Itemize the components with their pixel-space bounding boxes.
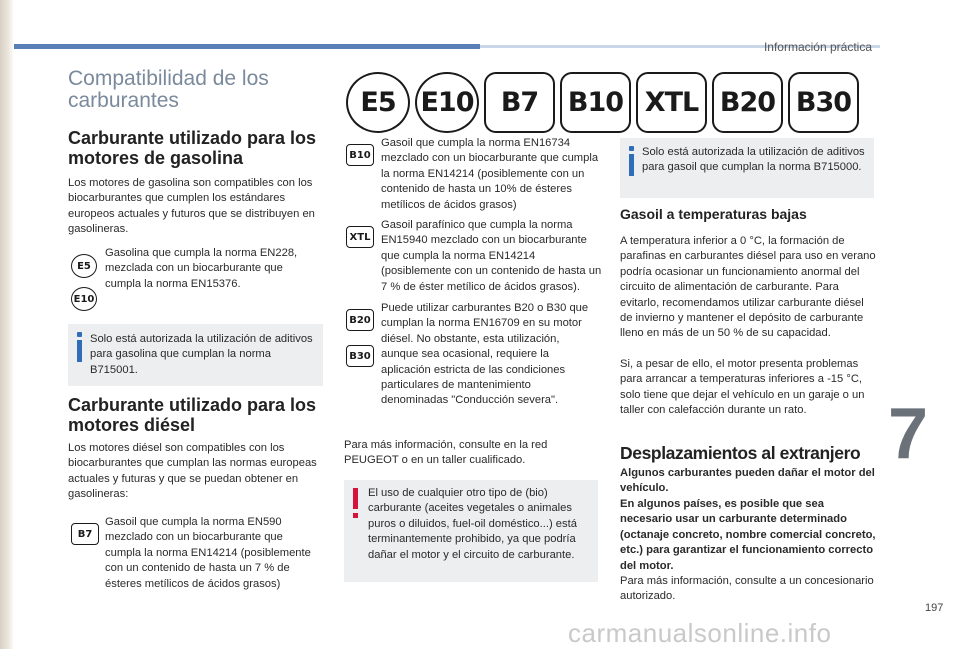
diesel-heading: Carburante utilizado para los motores diésel [68,395,317,435]
fuel-badge-xtl: XTL [636,72,707,133]
page-title: Compatibilidad de los carburantes [68,67,269,112]
fuel-badge-e5: E5 [346,72,410,133]
badge-b30-icon: B30 [346,345,374,367]
warning-icon [352,488,360,518]
fuel-badge-b30: B30 [788,72,859,133]
header-accent-bar [14,44,480,49]
abroad-bold-2: En algunos países, es posible que sea necesario usar un carburante determinado (octanaje concreto, nombre comercial concreto, etc.) para garantizar el funcionamiento correcto del motor. [620,498,876,572]
low-temp-heading: Gasoil a temperaturas bajas [620,206,807,222]
low-temp-text-2: Si, a pesar de ello, el motor presenta problemas para arrancar a temperaturas inferiores a -15 °C, solo tiene que dejar el vehículo en un garaje o un taller con calefacción durante un rato. [620,358,865,417]
gasoline-spec: Gasolina que cumpla la norma EN228, mezclada con un biocarburante que cumpla la norma EN15376. [105,247,298,290]
fuel-badge-b7: B7 [484,72,555,133]
fuel-badge-b20: B20 [712,72,783,133]
badge-xtl-icon: XTL [346,226,374,248]
fuel-badge-row [346,72,871,134]
diesel-intro: Los motores diésel son compatibles con los biocarburantes que cumplan las normas europeas actuales y futuras y que se puedan obtener en gasolineras: [68,442,317,501]
diesel-b10-text: Gasoil que cumpla la norma EN16734 mezclado con un biocarburante que cumpla la norma EN14214 (posiblemente con un contenido de hasta un 10% de ésteres metílicos de ácidos grasos) [381,137,599,211]
low-temp-text-1: A temperatura inferior a 0 °C, la formación de parafinas en carburantes diésel para uso en verano podría ocasionar un funcionamiento anormal del circuito de alimentación de carburante. Para evitarlo, recomendamos utilizar carburante diésel de invierno y mantener el depósito de carburante lleno en más de un 50 % de su capacidad. [620,235,876,340]
chapter-number: 7 [888,394,929,474]
info-icon [628,146,636,176]
diesel-additive-info-box [620,138,874,198]
abroad-text: Para más información, consulte a un concesionario autorizado. [620,575,874,603]
badge-b7-icon: B7 [71,523,99,545]
badge-e10-icon: E10 [71,287,97,311]
diesel-xtl-text: Gasoil parafínico que cumpla la norma EN15940 mezclado con un biocarburante que cumpla la norma EN14214 (posiblemente con un contenido de hasta un 7 % de éster metílico de ácidos grasos). [381,219,602,293]
fuel-badge-b10: B10 [560,72,631,133]
diesel-b20-text: Puede utilizar carburantes B20 o B30 que cumplan la norma EN16709 en su motor diésel. No obstante, esta utilización, aunque sea ocasional, requiere la aplicación estricta de las condiciones particulares de mantenimiento denominadas "Conducción severa". [381,302,589,407]
badge-b20-icon: B20 [346,309,374,331]
diesel-additive-info-text: Solo está autorizada la utilización de aditivos para gasoil que cumplan la norma B715000. [642,146,865,174]
fuel-badge-e10: E10 [415,72,479,133]
gasoline-intro: Los motores de gasolina son compatibles con los biocarburantes que cumplen los estándares europeos actuales y futuros que se distribuyen en gasolineras. [68,177,315,236]
badge-b10-icon: B10 [346,144,374,166]
info-icon [76,332,84,362]
section-title: Información práctica [763,40,872,54]
page-number: 197 [925,602,944,614]
gasoline-info-text: Solo está autorizada la utilización de aditivos para gasolina que cumplan la norma B715001. [90,333,313,376]
gasoline-info-box [68,324,323,386]
abroad-heading: Desplazamientos al extranjero [620,443,861,463]
badge-e5-icon: E5 [71,254,97,278]
warning-box [344,480,598,582]
diesel-more-info: Para más información, consulte en la red PEUGEOT o en un taller cualificado. [344,439,548,467]
abroad-bold-1: Algunos carburantes pueden dañar el motor del vehículo. [620,467,875,495]
page-edge-strip [0,0,14,649]
diesel-b7-text: Gasoil que cumpla la norma EN590 mezclado con un biocarburante que cumpla la norma EN14214 (posiblemente con un contenido de hasta un 7 % de ésteres metílicos de ácidos grasos) [105,516,311,590]
gasoline-heading: Carburante utilizado para los motores de gasolina [68,128,317,168]
warning-text: El uso de cualquier otro tipo de (bio) carburante (aceites vegetales o animales puros o diluidos, fuel-oil doméstico...) está terminantemente prohibido, ya que podría dañar el motor y el circuito de carburante. [368,487,577,561]
watermark: carmanualsonline.info [568,618,832,648]
